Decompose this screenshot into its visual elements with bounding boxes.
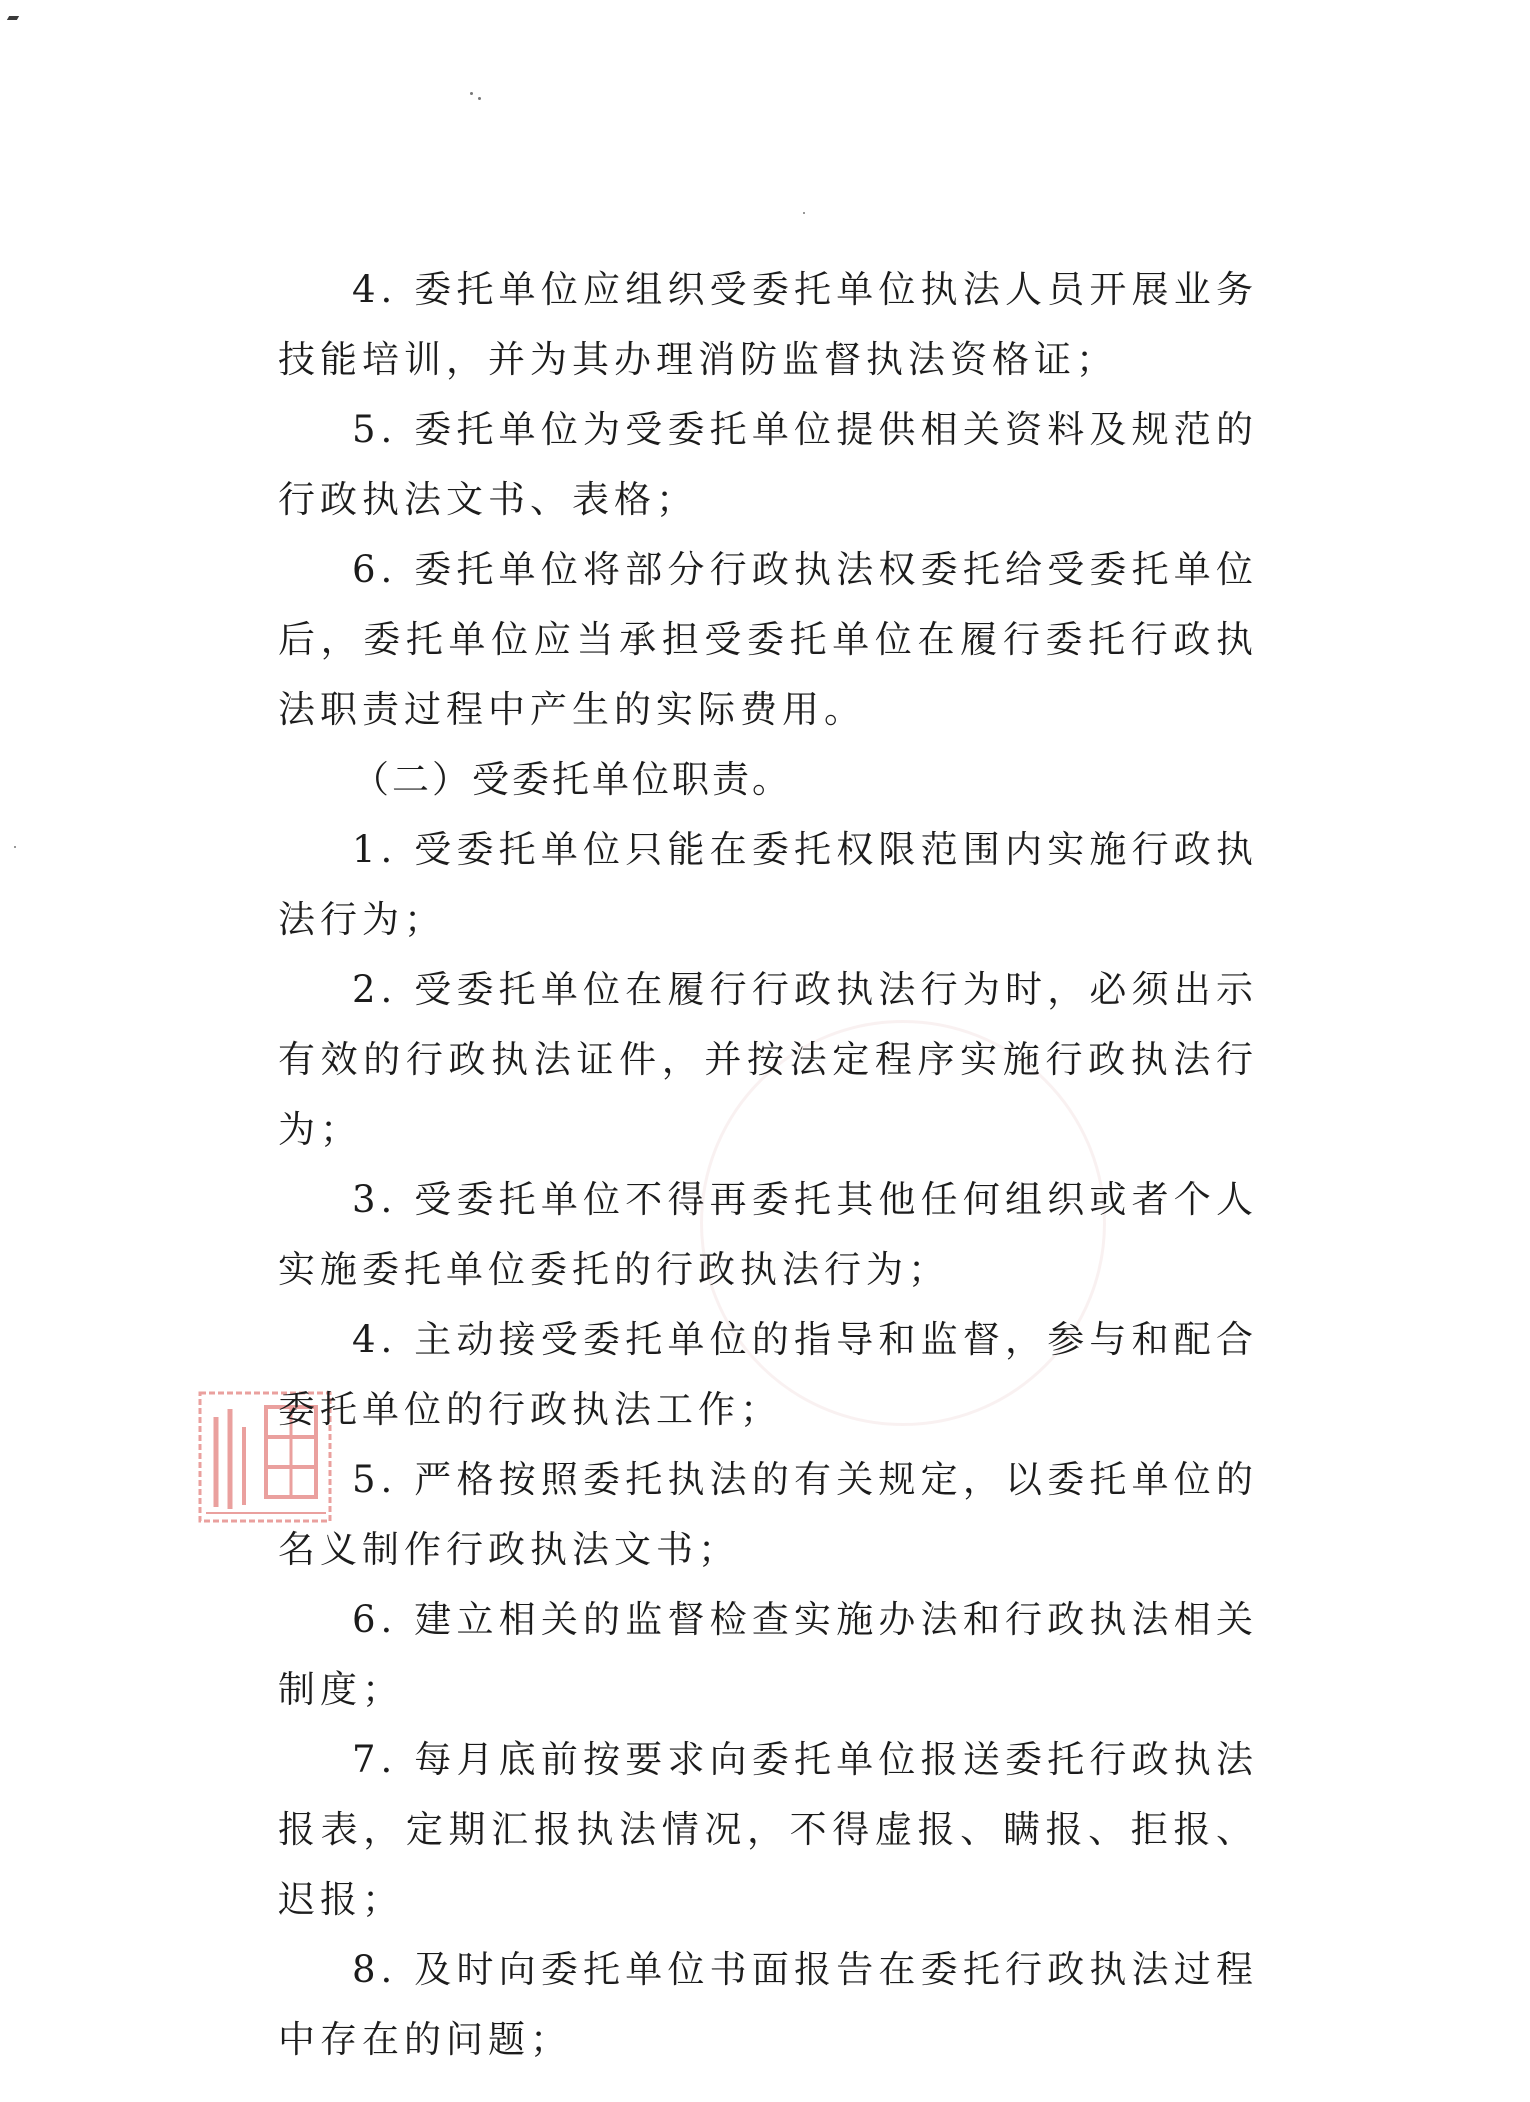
scan-speck [470,92,473,95]
paragraph-delegate-item-3: 3. 受委托单位不得再委托其他任何组织或者个人实施委托单位委托的行政执法行为； [278,1178,1258,1291]
scan-corner-mark [7,16,19,20]
paragraph-delegate-item-8: 8. 及时向委托单位书面报告在委托行政执法过程中存在的问题； [278,1948,1258,2061]
paragraph-delegate-item-6: 6. 建立相关的监督检查实施办法和行政执法相关制度； [278,1598,1258,1711]
document-body [278,255,1258,2075]
paragraph-delegate-item-4: 4. 主动接受委托单位的指导和监督，参与和配合委托单位的行政执法工作； [278,1318,1258,1431]
paragraph-delegate-item-2: 2. 受委托单位在履行行政执法行为时，必须出示有效的行政执法证件，并按法定程序实施行政执法行为； [278,968,1258,1151]
scan-speck [803,212,805,214]
paragraph-delegate-item-1: 1. 受委托单位只能在委托权限范围内实施行政执法行为； [278,828,1258,941]
paragraph-delegator-item-4: 4. 委托单位应组织受委托单位执法人员开展业务技能培训，并为其办理消防监督执法资格证； [278,268,1258,381]
scan-speck [478,97,481,100]
paragraph-delegate-item-5: 5. 严格按照委托执法的有关规定，以委托单位的名义制作行政执法文书； [278,1458,1258,1571]
scan-speck [14,846,16,848]
section-heading-delegate-duties: （二）受委托单位职责。 [352,758,792,801]
paragraph-delegate-item-7: 7. 每月底前按要求向委托单位报送委托行政执法报表，定期汇报执法情况，不得虚报、瞒报、拒报、迟报； [278,1738,1258,1921]
paragraph-delegator-item-6: 6. 委托单位将部分行政执法权委托给受委托单位后，委托单位应当承担受委托单位在履行委托行政执法职责过程中产生的实际费用。 [278,548,1258,731]
paragraph-delegator-item-5: 5. 委托单位为受委托单位提供相关资料及规范的行政执法文书、表格； [278,408,1258,521]
